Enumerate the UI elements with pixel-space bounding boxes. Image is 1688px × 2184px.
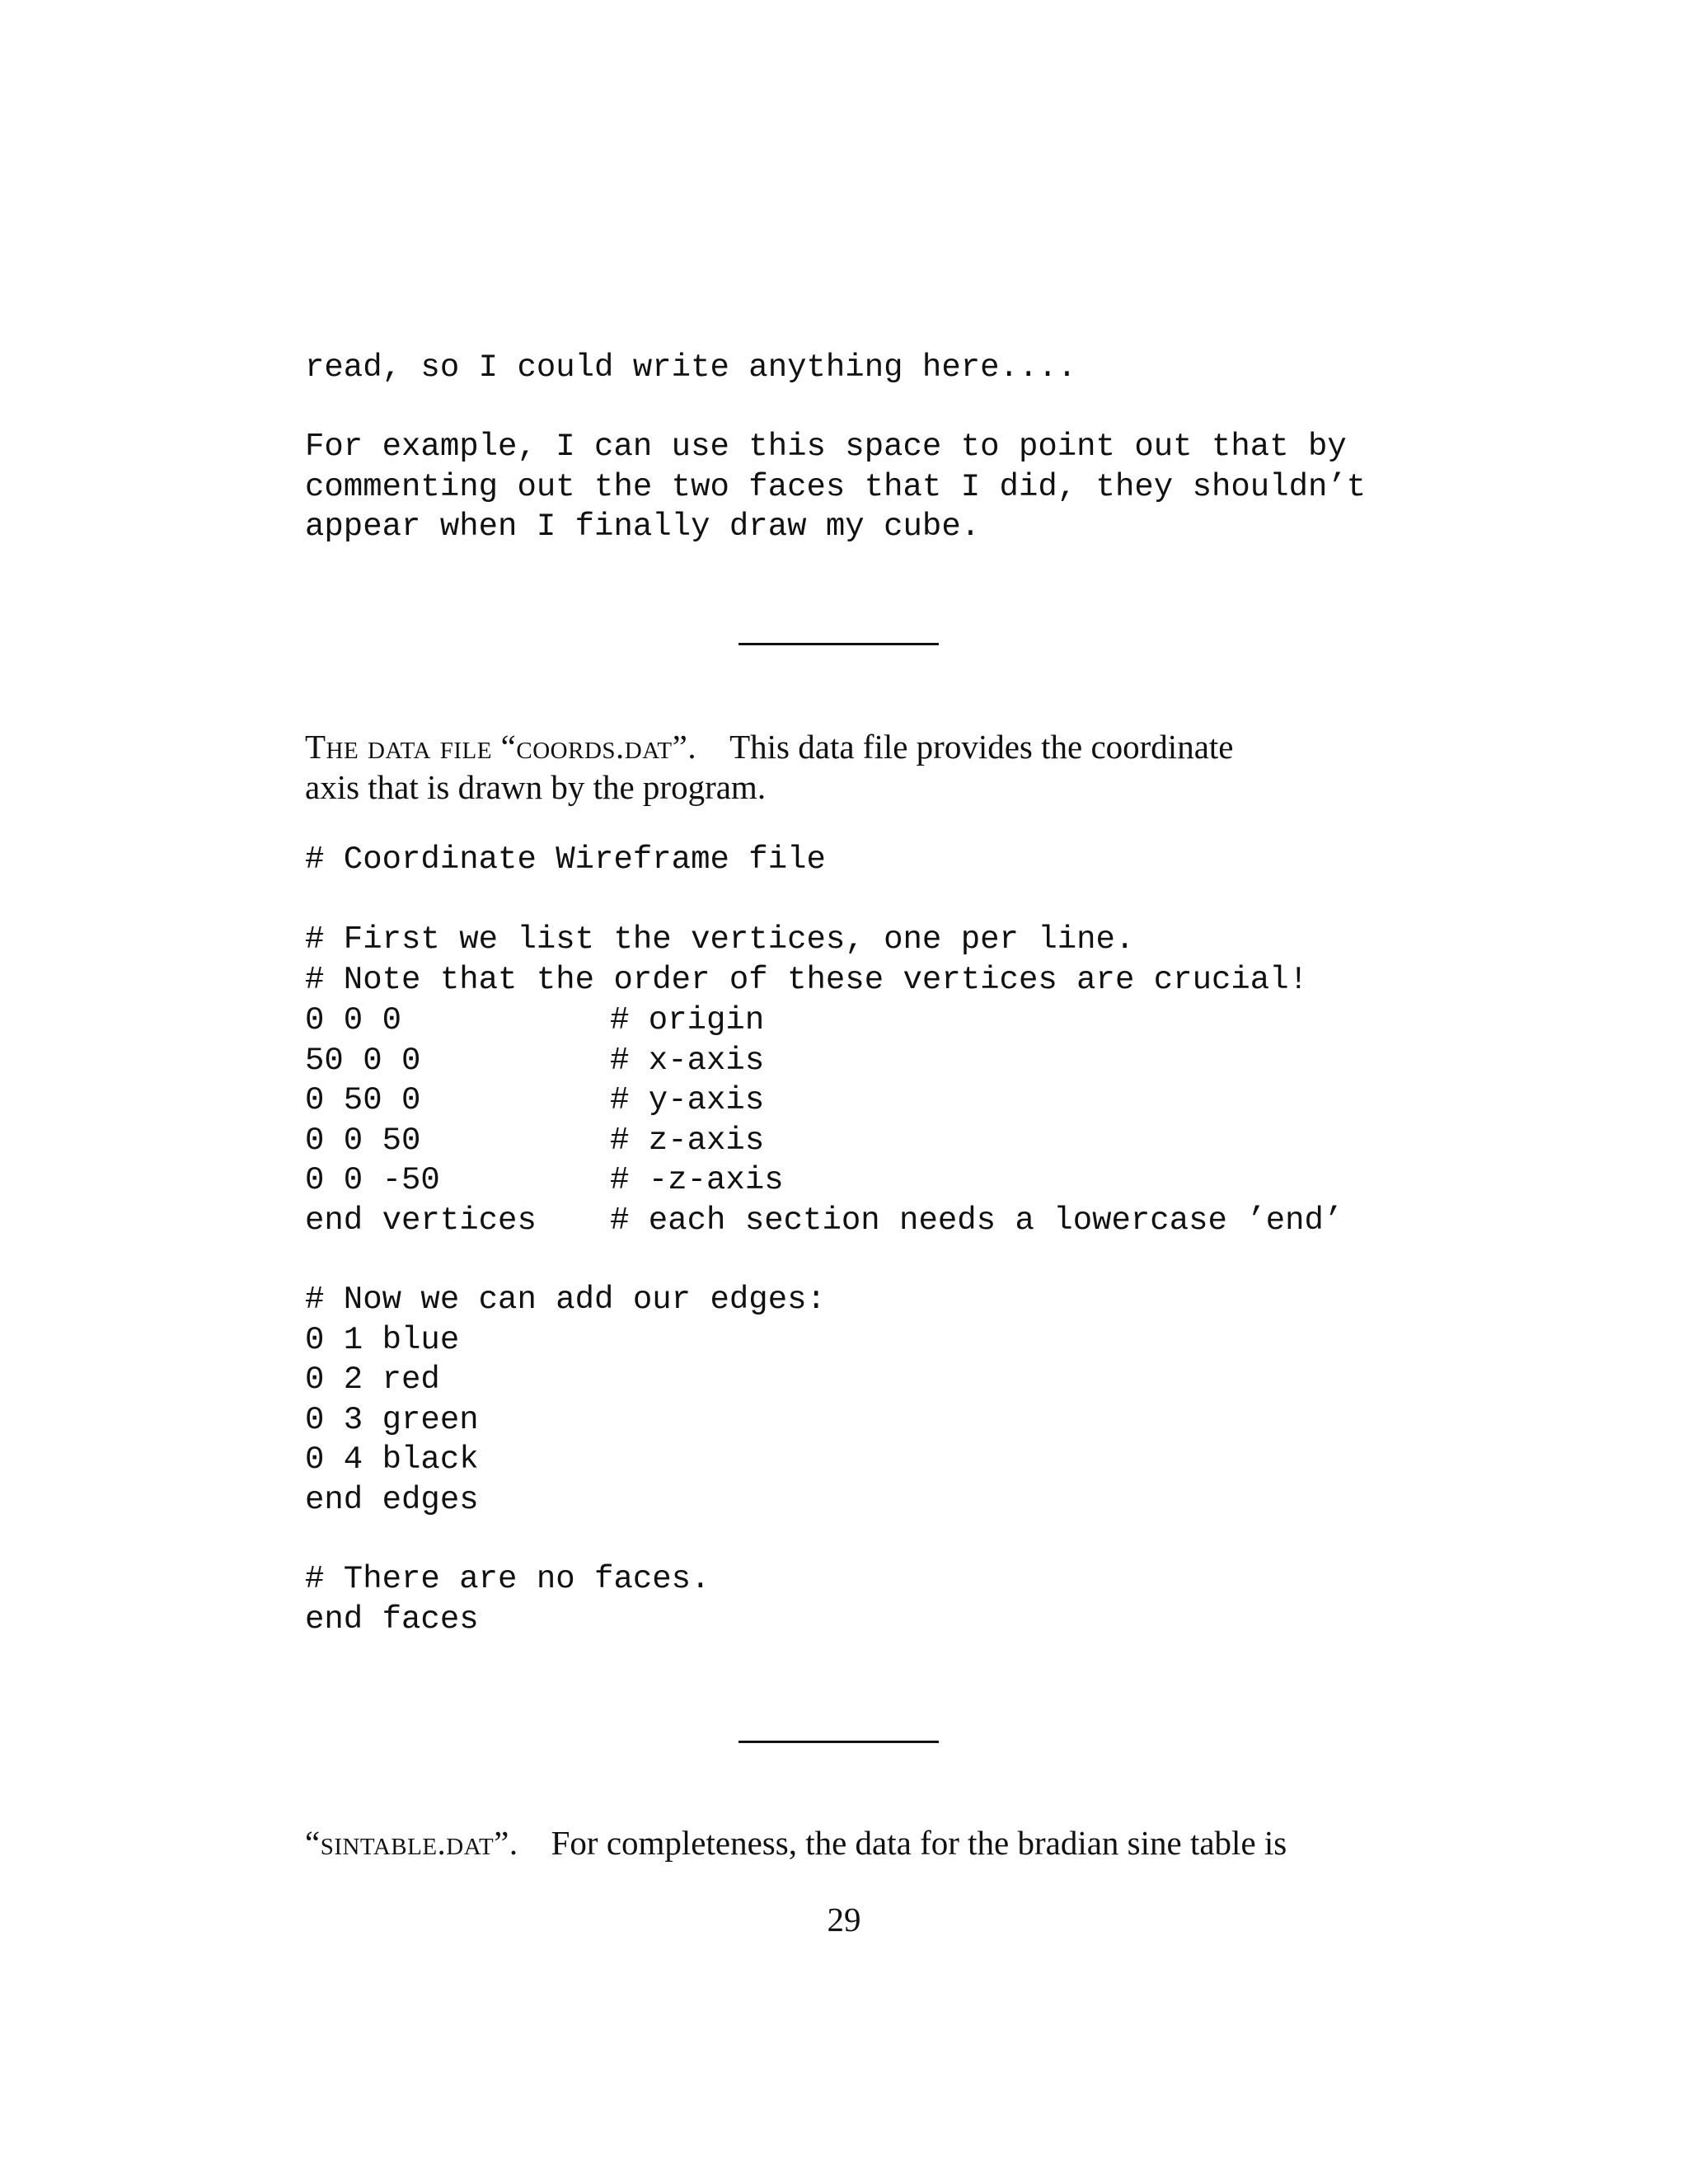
section-divider <box>738 643 939 645</box>
vertex-comment: # z-axis <box>610 1122 765 1159</box>
vertex-row <box>305 1201 1343 1241</box>
vertex-value: end vertices <box>305 1202 537 1239</box>
section-heading: “sintable.dat”. <box>305 1824 518 1862</box>
paragraph-text: This data file provides the coordinate <box>729 728 1234 766</box>
code-comment: # Coordinate Wireframe file <box>305 841 826 878</box>
code-comment: # There are no faces. <box>305 1561 710 1597</box>
section-divider <box>738 1741 939 1743</box>
code-line: end faces <box>305 1601 479 1638</box>
vertex-value: 0 50 0 <box>305 1082 421 1118</box>
code-line: appear when I finally draw my cube. <box>305 509 981 545</box>
code-comment: # Now we can add our edges: <box>305 1282 826 1318</box>
edge-line: 0 3 green <box>305 1401 479 1438</box>
vertex-row <box>305 1121 1343 1161</box>
vertex-row <box>305 1001 1343 1041</box>
vertex-row <box>305 1041 1343 1081</box>
vertex-comment: # origin <box>610 1002 765 1038</box>
code-line: For example, I can use this space to point out that by <box>305 429 1347 465</box>
vertex-value: 0 0 0 <box>305 1002 402 1038</box>
vertex-comment: # y-axis <box>610 1082 765 1118</box>
vertex-value: 0 0 -50 <box>305 1162 440 1198</box>
paragraph-text: axis that is drawn by the program. <box>305 768 767 806</box>
vertex-row <box>305 1080 1343 1121</box>
vertex-comment: # -z-axis <box>610 1162 784 1198</box>
vertices-list <box>305 1001 1343 1240</box>
vertex-comment: # each section needs a lowercase ’end’ <box>610 1202 1343 1239</box>
vertex-row <box>305 1160 1343 1201</box>
page-number: 29 <box>827 1900 861 1938</box>
paragraph-text: For completeness, the data for the bradian sine table is <box>551 1824 1287 1862</box>
section-heading: The data file “coords.dat”. <box>305 728 697 766</box>
code-comment: # Note that the order of these vertices are crucial! <box>305 961 1308 998</box>
code-comment: # First we list the vertices, one per line. <box>305 921 1135 958</box>
edge-line: 0 1 blue <box>305 1321 460 1358</box>
edge-line: end edges <box>305 1481 479 1518</box>
section-paragraph <box>305 1823 1376 1863</box>
code-line: read, so I could write anything here.... <box>305 349 1077 386</box>
edge-line: 0 4 black <box>305 1441 479 1478</box>
vertex-value: 50 0 0 <box>305 1042 421 1079</box>
section-paragraph <box>305 727 1376 767</box>
vertex-value: 0 0 50 <box>305 1122 421 1159</box>
code-line: commenting out the two faces that I did, they shouldn’t <box>305 468 1367 505</box>
vertex-comment: # x-axis <box>610 1042 765 1079</box>
edge-line: 0 2 red <box>305 1361 440 1398</box>
